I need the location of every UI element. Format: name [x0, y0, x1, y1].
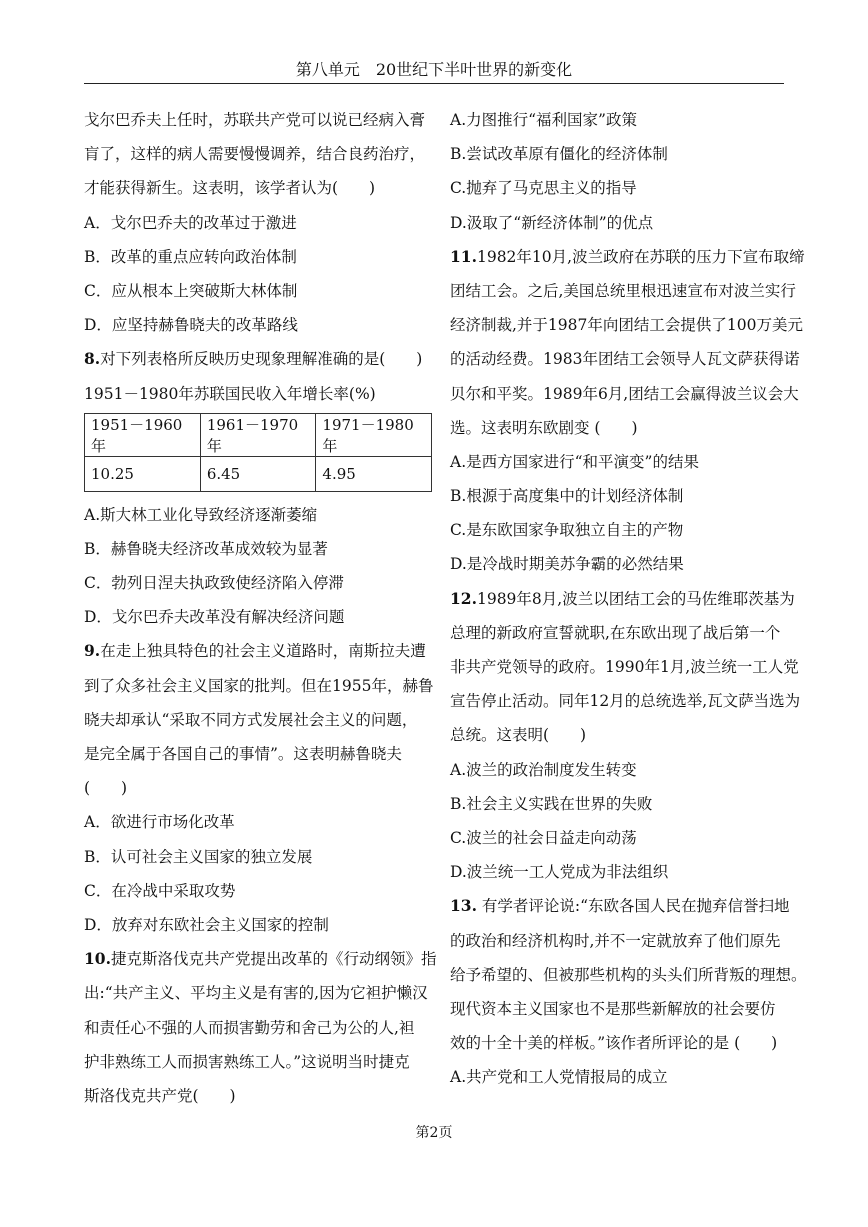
q11-stem-line: 团结工会。之后,美国总统里根迅速宣布对波兰实行	[450, 281, 796, 300]
q13-stem-text: 有学者评论说:“东欧各国人民在抛弃信誉扫地	[476, 897, 790, 916]
q12-stem-line	[450, 582, 795, 616]
q13-stem-line	[450, 889, 792, 923]
q7-option-a: A．戈尔巴乔夫的改革过于激进	[84, 213, 297, 232]
table-header-row	[85, 413, 432, 456]
q9-option-b: B．认可社会主义国家的独立发展	[84, 847, 313, 866]
q7-option-d: D．应坚持赫鲁晓夫的改革路线	[84, 316, 298, 335]
q9-stem-line: 到了众多社会主义国家的批判。但在1955年，赫鲁	[84, 676, 434, 695]
q9-stem-line: 晓夫却承认“采取不同方式发展社会主义的问题，	[84, 710, 418, 729]
q11-stem-line: 经济制裁,并于1987年向团结工会提供了100万美元	[450, 316, 803, 335]
q13-stem-line: 效的十全十美的样板。”该作者所评论的是 ( )	[450, 1034, 778, 1053]
q7-stem-line: 戈尔巴乔夫上任时，苏联共产党可以说已经病入膏	[84, 111, 426, 129]
q11-stem-line	[450, 240, 805, 274]
q7-stem-line: 肓了，这样的病人需要慢慢调养，结合良药治疗，	[84, 145, 426, 164]
table-cell: 10.25	[85, 456, 201, 491]
q8-option-d: D．戈尔巴乔夫改革没有解决经济问题	[84, 608, 345, 627]
q8-number: 8.	[84, 349, 101, 369]
q10-stem-line: 出:“共产主义、平均主义是有害的,因为它袒护懒汉	[84, 984, 428, 1003]
q9-option-a: A．欲进行市场化改革	[84, 813, 235, 832]
q7-stem-line: 才能获得新生。这表明，该学者认为( )	[84, 179, 376, 198]
q12-option-d: D.波兰统一工人党成为非法组织	[450, 863, 669, 882]
table-row	[85, 456, 432, 491]
q10-option-b: B.尝试改革原有僵化的经济体制	[450, 145, 668, 164]
table-header-cell: 1951－1960年	[85, 413, 201, 456]
q9-stem-text: 在走上独具特色的社会主义道路时，南斯拉夫遭	[100, 642, 426, 661]
q12-stem-line: 总理的新政府宣誓就职,在东欧出现了战后第一个	[450, 623, 781, 642]
income-growth-table	[84, 413, 432, 492]
q8-stem-text: 对下列表格所反映历史现象理解准确的是( )	[100, 350, 423, 369]
q10-stem-line: 护非熟练工人而损害熟练工人。”这说明当时捷克	[84, 1052, 410, 1071]
table-cell: 4.95	[316, 456, 432, 491]
q10-number: 10.	[84, 949, 111, 969]
q10-option-d: D.汲取了“新经济体制”的优点	[450, 213, 654, 232]
page-header: 第八单元 20世纪下半叶世界的新变化	[295, 60, 573, 79]
q8-table-caption: 1951－1980年苏联国民收入年增长率(%)	[84, 384, 376, 403]
q11-stem-text: 1982年10月,波兰政府在苏联的压力下宣布取缔	[476, 247, 805, 266]
q10-stem-line	[84, 942, 437, 976]
q12-number: 12.	[450, 588, 477, 608]
q10-stem-line: 斯洛伐克共产党( )	[84, 1086, 236, 1105]
q12-option-b: B.社会主义实践在世界的失败	[450, 794, 653, 813]
q10-stem-line: 和责任心不强的人而损害勤劳和舍己为公的人,袒	[84, 1018, 415, 1037]
q13-option-a: A.共产党和工人党情报局的成立	[450, 1068, 668, 1087]
q13-stem-line: 给予希望的、但被那些机构的头头们所背叛的理想。	[450, 965, 807, 984]
q9-option-c: C．在冷战中采取攻势	[84, 881, 236, 900]
q11-option-b: B.根源于高度集中的计划经济体制	[450, 487, 684, 506]
q12-option-c: C.波兰的社会日益走向动荡	[450, 828, 637, 847]
q12-option-a: A.波兰的政治制度发生转变	[450, 760, 637, 779]
q12-stem-line: 非共产党领导的政府。1990年1月,波兰统一工人党	[450, 658, 799, 676]
q7-option-b: B．改革的重点应转向政治体制	[84, 247, 297, 266]
q13-stem-line: 现代资本主义国家也不是那些新解放的社会要仿	[450, 999, 776, 1018]
table-header-cell: 1971－1980年	[316, 413, 432, 456]
table-header-cell: 1961－1970年	[200, 413, 316, 456]
q12-stem-line: 总统。这表明( )	[450, 726, 587, 745]
q9-option-d: D．放弃对东欧社会主义国家的控制	[84, 915, 329, 934]
q8-option-b: B．赫鲁晓夫经济改革成效较为显著	[84, 539, 328, 558]
q11-number: 11.	[450, 246, 477, 266]
q8-option-c: C．勃列日涅夫执政致使经济陷入停滞	[84, 574, 344, 593]
table-cell: 6.45	[200, 456, 316, 491]
q9-stem-line: ( )	[84, 779, 128, 798]
left-column	[84, 103, 437, 1113]
q10-option-a: A.力图推行“福利国家”政策	[450, 111, 637, 129]
q10-stem-text: 捷克斯洛伐克共产党提出改革的《行动纲领》指	[110, 950, 437, 969]
q9-stem-line: 是完全属于各国自己的事情”。这表明赫鲁晓夫	[84, 745, 402, 763]
q11-option-c: C.是东欧国家争取独立自主的产物	[450, 521, 684, 540]
q12-stem-text: 1989年8月,波兰以团结工会的马佐维耶茨基为	[476, 589, 795, 608]
right-column	[450, 103, 807, 1094]
q12-stem-line: 宣告停止活动。同年12月的总统选举,瓦文萨当选为	[450, 692, 801, 711]
q11-stem-line: 的活动经费。1983年团结工会领导人瓦文萨获得诺	[450, 350, 800, 369]
q11-stem-line: 选。这表明东欧剧变 ( )	[450, 418, 638, 437]
q8-option-a: A.斯大林工业化导致经济逐渐萎缩	[84, 505, 318, 524]
q11-option-a: A.是西方国家进行“和平演变”的结果	[450, 452, 699, 471]
header-divider	[84, 83, 784, 84]
q9-stem-line	[84, 634, 430, 668]
q7-option-c: C．应从根本上突破斯大林体制	[84, 281, 298, 300]
q13-number: 13.	[450, 896, 477, 916]
q11-option-d: D.是冷战时期美苏争霸的必然结果	[450, 555, 684, 574]
q10-option-c: C.抛弃了马克思主义的指导	[450, 179, 637, 198]
page-number: 第2页	[415, 1125, 453, 1141]
q13-stem-line: 的政治和经济机构时,并不一定就放弃了他们原先	[450, 931, 781, 950]
q9-number: 9.	[84, 641, 101, 661]
q11-stem-line: 贝尔和平奖。1989年6月,团结工会赢得波兰议会大	[450, 384, 799, 403]
q8-stem	[84, 342, 430, 376]
